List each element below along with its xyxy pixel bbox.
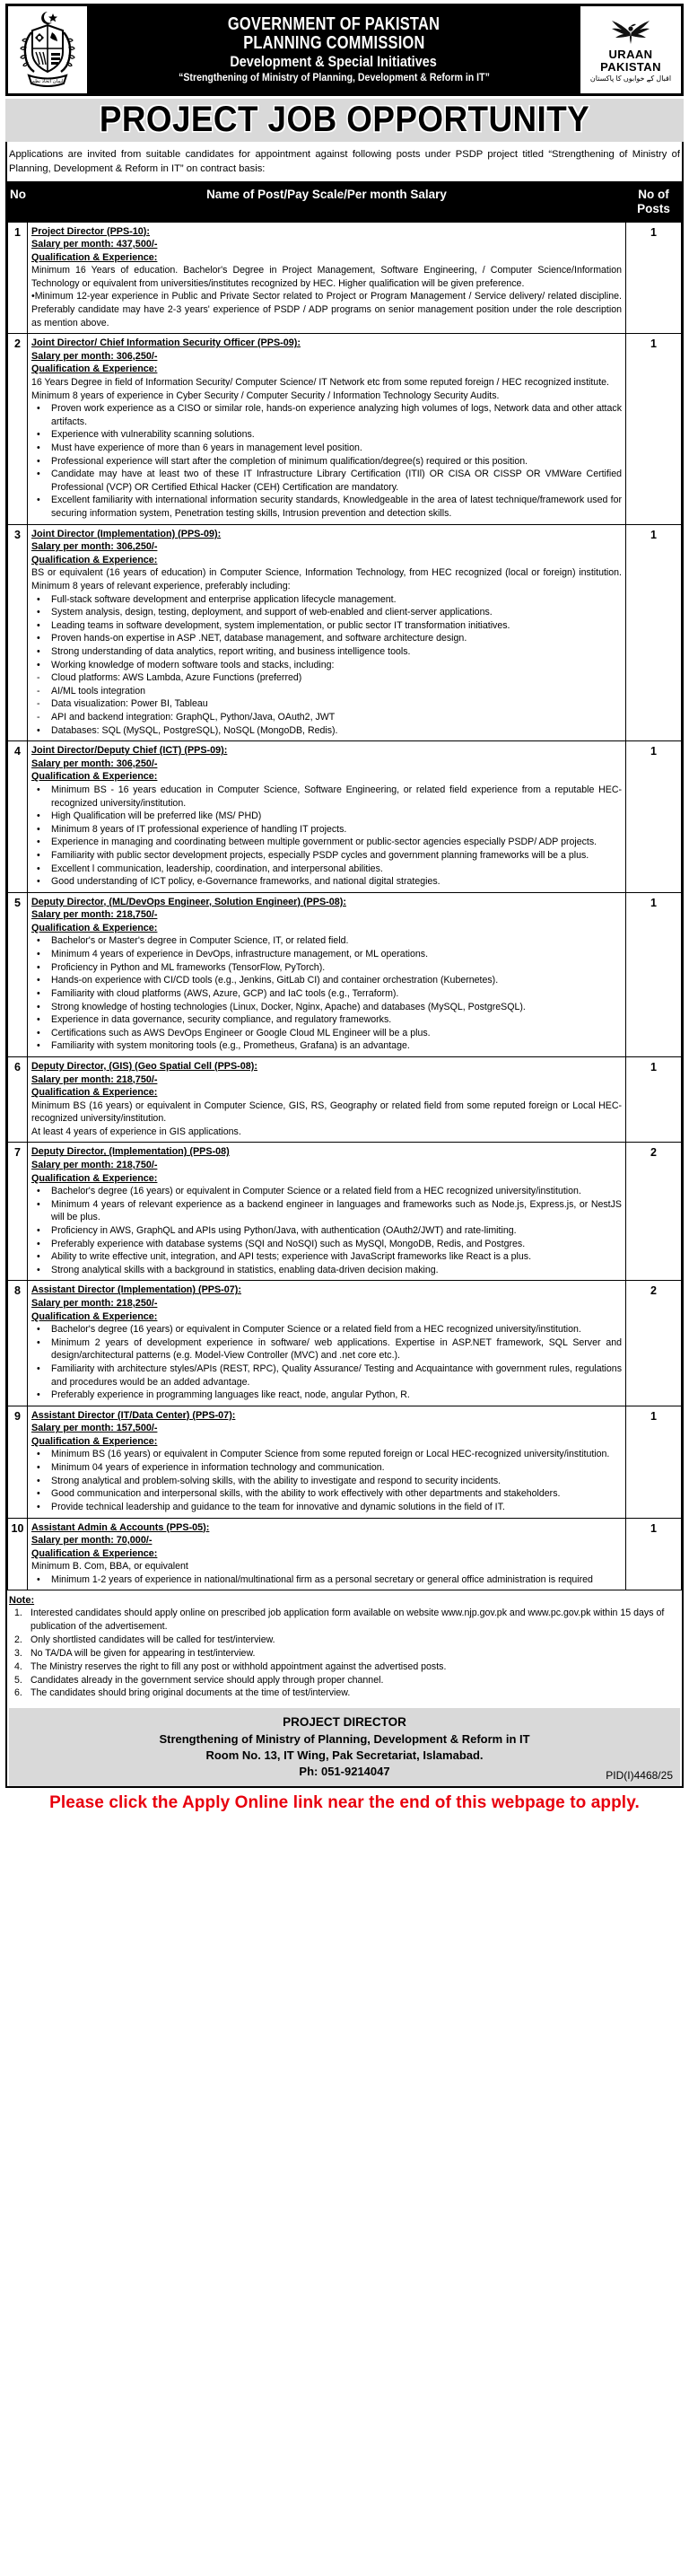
list-item-text: Excellent l communication, leadership, coordination, and interpersonal abilities.	[51, 863, 383, 874]
bullet-marker: •	[37, 724, 40, 736]
list-item-text: Minimum 04 years of experience in information technology and communication.	[51, 1462, 385, 1474]
project-tagline: “Strengthening of Ministry of Planning, Development & Reform in IT”	[178, 72, 490, 83]
post-paragraph: •Minimum 12-year experience in Public and Private Sector related to Project or Program Management / Service delivery/ related discipline. Preferably candidate may have 2-3 years' experience of PSDP / ADP programs on senior management position under the role description as mention above.	[31, 291, 622, 329]
page-title: PROJECT JOB OPPORTUNITY	[99, 100, 590, 139]
list-item-text: Familiarity with public sector development projects, especially PSDP cycles and government planning frameworks will be a plus.	[51, 849, 589, 861]
bullet-marker: •	[37, 593, 40, 605]
uraan-title-line2: PAKISTAN	[600, 59, 661, 74]
list-item	[31, 1238, 622, 1251]
post-paragraph: At least 4 years of experience in GIS applications.	[31, 1126, 241, 1137]
list-item	[31, 632, 622, 645]
list-item	[31, 875, 622, 889]
qualification-label: Qualification & Experience:	[31, 1172, 158, 1184]
post-count: 1	[626, 222, 682, 334]
post-title: Assistant Director (IT/Data Center) (PPS-07):	[31, 1409, 236, 1421]
list-item-text: Proficiency in AWS, GraphQL and APIs using Python/Java, with authentication (OAuth2/JWT) and rate-limiting.	[51, 1225, 517, 1236]
notes-list	[9, 1607, 680, 1700]
intro-paragraph: Applications are invited from suitable candidates for appointment against following posts under PSDP project titled “Strengthening of Ministry of Planning, Development & Reform in IT” on contract basis:	[9, 149, 680, 175]
post-title: Deputy Director, (ML/DevOps Engineer, Solution Engineer) (PPS-08):	[31, 896, 346, 907]
post-count: 1	[626, 334, 682, 524]
bullet-marker: •	[37, 403, 40, 415]
list-item	[31, 468, 622, 494]
note-number: 6.	[14, 1687, 22, 1699]
list-item	[31, 784, 622, 810]
uraan-logo-container	[580, 6, 681, 93]
list-item	[31, 961, 622, 975]
list-item	[31, 1448, 622, 1461]
post-count: 2	[626, 1281, 682, 1406]
bullet-marker: •	[37, 1336, 40, 1348]
bullet-marker: •	[37, 987, 40, 999]
note-item	[9, 1674, 680, 1687]
header-count: No of Posts	[626, 182, 682, 222]
dash-marker: -	[37, 672, 40, 684]
qualification-label: Qualification & Experience:	[31, 364, 158, 375]
svg-text:ایمان اتحاد نظم: ایمان اتحاد نظم	[31, 78, 64, 84]
list-item	[31, 1264, 622, 1277]
list-item-text: Minimum BS - 16 years education in Computer Science, Software Engineering, or related field experience from a reputable HEC-recognized university/institution.	[51, 784, 622, 809]
bullet-marker: •	[37, 442, 40, 453]
list-item	[31, 1573, 622, 1587]
bullet-marker: •	[37, 1186, 40, 1197]
requirements-bullet-list	[31, 1448, 622, 1513]
post-count: 1	[626, 1518, 682, 1590]
list-item-text: AI/ML tools integration	[51, 685, 146, 697]
table-row	[8, 1518, 682, 1590]
list-item-text: High Qualification will be preferred like (MS/ PHD)	[51, 810, 262, 822]
table-row	[8, 892, 682, 1056]
bullet-marker: •	[37, 876, 40, 888]
list-item	[31, 606, 622, 619]
post-details	[28, 334, 626, 524]
list-item	[31, 1362, 622, 1389]
post-paragraph: BS or equivalent (16 years of education) in Computer Science, Information Technology, from HEC recognized (local or foreign) institution. Minimum 8 years of relevant experience, preferably including:	[31, 567, 622, 591]
note-number: 2.	[14, 1634, 22, 1646]
qualification-label: Qualification & Experience:	[31, 251, 158, 263]
list-item	[31, 987, 622, 1001]
list-item-text: Professional experience will start after the completion of minimum qualification/degree(s) required or this position.	[51, 455, 528, 467]
post-details	[28, 1281, 626, 1406]
list-item-text: Proven work experience as a CISO or similar role, hands-on experience analyzing high volumes of logs, Network data and other attack artifacts.	[51, 403, 622, 427]
bullet-marker: •	[37, 1501, 40, 1512]
list-item-text: Minimum 2 years of development experience in software/ web applications. Expertise in ASP.NET framework, SQL Server and design/architectural patterns (e.g. Model-View Controller (MVC) and .net core etc.).	[51, 1336, 622, 1362]
list-item-text: Preferably experience in programming languages like react, node, angular Python, R.	[51, 1389, 410, 1401]
list-item	[31, 810, 622, 823]
dash-marker: -	[37, 712, 40, 723]
list-item	[31, 455, 622, 469]
row-number: 8	[8, 1281, 28, 1406]
note-text: No TA/DA will be given for appearing in test/interview.	[31, 1647, 256, 1659]
list-item	[31, 1461, 622, 1475]
post-details	[28, 1518, 626, 1590]
header-post: Name of Post/Pay Scale/Per month Salary	[28, 182, 626, 222]
footer-address: Room No. 13, IT Wing, Pak Secretariat, Islamabad.	[205, 1748, 484, 1763]
qualification-label: Qualification & Experience:	[31, 1435, 158, 1447]
bullet-marker: •	[37, 1040, 40, 1052]
list-item	[31, 697, 622, 711]
note-item	[9, 1660, 680, 1674]
gov-line: GOVERNMENT OF PAKISTAN	[227, 14, 440, 35]
list-item-text: System analysis, design, testing, deployment, and support of web-enabled and client-server applications.	[51, 607, 493, 618]
table-row	[8, 1281, 682, 1406]
note-item	[9, 1634, 680, 1647]
list-item	[31, 948, 622, 961]
table-row	[8, 741, 682, 893]
bullet-marker: •	[37, 455, 40, 467]
list-item-text: Databases: SQL (MySQL, PostgreSQL), NoSQL (MongoDB, Redis).	[51, 724, 338, 736]
list-item-text: Proven hands-on expertise in ASP .NET, database management, and software architecture design.	[51, 633, 467, 644]
bullet-marker: •	[37, 1462, 40, 1474]
list-item-text: Data visualization: Power BI, Tableau	[51, 698, 208, 710]
note-number: 5.	[14, 1674, 22, 1686]
post-paragraph: Minimum 16 Years of education. Bachelor's Degree in Project Management, Software Engineering, / Computer Science/Information Technology or equivalent from universities/institutes recognized by HEC. Higher qualification will be given preference.	[31, 265, 622, 289]
notes-section	[7, 1590, 682, 1700]
bullet-marker: •	[37, 949, 40, 960]
bullet-marker: •	[37, 1251, 40, 1263]
post-details	[28, 222, 626, 334]
footer-designation: PROJECT DIRECTOR	[283, 1715, 406, 1730]
qualification-label: Qualification & Experience:	[31, 922, 158, 933]
row-number: 5	[8, 892, 28, 1056]
bullet-marker: •	[37, 784, 40, 795]
list-item	[31, 671, 622, 685]
post-details	[28, 1056, 626, 1143]
bullet-marker: •	[37, 1225, 40, 1236]
post-title: Joint Director/ Chief Information Security Officer (PPS-09):	[31, 337, 301, 349]
requirements-bullet-list	[31, 1573, 622, 1587]
bullet-marker: •	[37, 975, 40, 986]
uraan-title-line1: URAAN	[608, 48, 653, 62]
department-line: Development & Special Initiatives	[230, 52, 438, 70]
list-item	[31, 1039, 622, 1053]
requirements-bullet-list	[31, 934, 622, 1052]
list-item-text: Minimum 4 years of relevant experience as a backend engineer in languages and frameworks such as Node.js, Express.js, or NestJS will be plus.	[51, 1198, 622, 1223]
list-item	[31, 711, 622, 724]
post-title: Assistant Admin & Accounts (PPS-05):	[31, 1521, 210, 1533]
post-paragraph: 16 Years Degree in field of Information Security/ Computer Science/ IT Network etc from some reputed foreign / HEC recognized institute.	[31, 376, 609, 388]
post-details	[28, 892, 626, 1056]
title-banner	[5, 99, 684, 142]
bullet-marker: •	[37, 659, 40, 670]
footer-project: Strengthening of Ministry of Planning, Development & Reform in IT	[159, 1732, 530, 1747]
dash-marker: -	[37, 698, 40, 710]
jobs-table	[7, 181, 682, 1590]
masthead	[5, 4, 684, 96]
list-item-text: Working knowledge of modern software tools and stacks, including:	[51, 659, 335, 670]
list-item-text: Familiarity with architecture styles/APIs (REST, RPC), Quality Assurance/ Testing and Acquaintance with government rules, regulations and procedures would be an added advantage.	[51, 1362, 622, 1388]
list-item-text: Good understanding of ICT policy, e-Governance frameworks, and national digital strategies.	[51, 876, 440, 888]
qualification-label: Qualification & Experience:	[31, 554, 158, 565]
list-item	[31, 1224, 622, 1238]
state-emblem-container	[8, 6, 87, 93]
table-row	[8, 222, 682, 334]
post-title: Joint Director (Implementation) (PPS-09):	[31, 528, 222, 539]
qualification-label: Qualification & Experience:	[31, 1310, 158, 1322]
content-frame	[5, 142, 684, 1786]
note-number: 4.	[14, 1660, 22, 1672]
post-details	[28, 1406, 626, 1518]
list-item	[31, 494, 622, 520]
post-salary: Salary per month: 218,750/-	[31, 1160, 158, 1171]
post-title: Project Director (PPS-10):	[31, 225, 150, 237]
table-row	[8, 1056, 682, 1143]
list-item	[31, 619, 622, 633]
post-details	[28, 524, 626, 741]
post-count: 1	[626, 524, 682, 741]
table-row	[8, 524, 682, 741]
bullet-marker: •	[37, 961, 40, 973]
bullet-marker: •	[37, 1475, 40, 1486]
list-item-text: Good communication and interpersonal skills, with the ability to work effectively with other departments and stakeholders.	[51, 1488, 561, 1500]
list-item-text: Strong analytical and problem-solving skills, with the ability to investigate and respond to security incidents.	[51, 1475, 501, 1486]
list-item	[31, 442, 622, 455]
bullet-marker: •	[37, 1014, 40, 1026]
row-number: 9	[8, 1406, 28, 1518]
list-item	[31, 593, 622, 607]
list-item-text: Provide technical leadership and guidance to the team for innovative and dynamic solutions in the field of IT.	[51, 1501, 505, 1512]
post-title: Deputy Director, (GIS) (Geo Spatial Cell (PPS-08):	[31, 1060, 257, 1072]
list-item	[31, 1027, 622, 1040]
note-text: Interested candidates should apply online on prescribed job application form available on website www.njp.gov.pk and www.pc.gov.pk within 15 days of publication of the advertisement.	[31, 1608, 665, 1633]
list-item	[31, 836, 622, 849]
list-item	[31, 659, 622, 672]
post-count: 1	[626, 741, 682, 893]
bullet-marker: •	[37, 1389, 40, 1401]
list-item-text: Full-stack software development and enterprise application lifecycle management.	[51, 593, 397, 605]
list-item-text: Preferably experience with database systems (SQI and NoSQI) such as MySQl, MongoDB, Redis, and Postgres.	[51, 1238, 526, 1249]
list-item-text: Minimum BS (16 years) or equivalent in Computer Science from some reputed foreign or Local HEC-recognized university/institution.	[51, 1449, 610, 1460]
list-item	[31, 1198, 622, 1224]
pakistan-emblem-icon	[16, 9, 79, 92]
list-item	[31, 1323, 622, 1336]
apply-online-note: Please click the Apply Online link near the end of this webpage to apply.	[49, 1792, 640, 1812]
list-item-text: Certifications such as AWS DevOps Engineer or Google Cloud ML Engineer will be a plus.	[51, 1027, 431, 1038]
list-item-text: Excellent familiarity with international information security standards, Knowledgeable in the area of latest technique/framework used for securing information system, Penetration testing skills, Intrusion prevention and detection skills.	[51, 495, 622, 520]
note-text: Candidates already in the government service should apply through proper channel.	[31, 1674, 384, 1686]
list-item-text: Bachelor's degree (16 years) or equivalent in Computer Science or a related field from a HEC recognized university/institution.	[51, 1186, 581, 1197]
bullet-marker: •	[37, 935, 40, 947]
row-number: 3	[8, 524, 28, 741]
list-item-text: Experience in managing and coordinating between multiple government or public-sector agencies especially PSDP/ ADP projects.	[51, 837, 597, 848]
list-item-text: API and backend integration: GraphQL, Python/Java, OAuth2, JWT	[51, 712, 336, 723]
qualification-label: Qualification & Experience:	[31, 1087, 158, 1099]
bullet-marker: •	[37, 1573, 40, 1585]
bullet-marker: •	[37, 863, 40, 874]
post-salary: Salary per month: 437,500/-	[31, 239, 158, 250]
dash-marker: -	[37, 685, 40, 697]
bullet-marker: •	[37, 1027, 40, 1038]
eagle-icon	[607, 17, 654, 48]
list-item-text: Candidate may have at least two of these IT Infrastructure Library Certification (ITIl) OR CISA OR CISSP OR VMWare Certified Professional (VCP) OR Certified Ethical Hacker (CEH) Certification are mandatory.	[51, 469, 622, 493]
list-item	[31, 934, 622, 948]
bullet-marker: •	[37, 495, 40, 506]
list-item-text: Hands-on experience with CI/CD tools (e.g., Jenkins, GitLab CI) and container orchestration (Kubernetes).	[51, 975, 499, 986]
bullet-marker: •	[37, 633, 40, 644]
header-no: No	[8, 182, 28, 222]
list-item	[31, 974, 622, 987]
bullet-marker: •	[37, 1362, 40, 1374]
requirements-bullet-list	[31, 1323, 622, 1402]
post-salary: Salary per month: 218,250/-	[31, 1298, 158, 1309]
bullet-marker: •	[37, 607, 40, 618]
list-item-text: Minimum 1-2 years of experience in national/multinational firm as a personal secretary or general office administration is required	[51, 1573, 593, 1585]
requirements-bullet-list	[31, 1185, 622, 1276]
bullet-marker: •	[37, 810, 40, 822]
bullet-marker: •	[37, 1324, 40, 1336]
list-item	[31, 685, 622, 698]
list-item	[31, 428, 622, 442]
list-item	[31, 1487, 622, 1501]
bullet-marker: •	[37, 619, 40, 631]
bullet-marker: •	[37, 849, 40, 861]
row-number: 2	[8, 334, 28, 524]
note-text: The candidates should bring original documents at the time of test/interview.	[31, 1687, 351, 1699]
list-item-text: Familiarity with cloud platforms (AWS, Azure, GCP) and IaC tools (e.g., Terraform).	[51, 987, 399, 999]
row-number: 1	[8, 222, 28, 334]
list-item	[31, 849, 622, 863]
post-title: Deputy Director, (Implementation) (PPS-08)	[31, 1146, 230, 1158]
list-item	[31, 724, 622, 738]
bullet-marker: •	[37, 1198, 40, 1210]
commission-line: PLANNING COMMISSION	[242, 33, 425, 54]
qualification-label: Qualification & Experience:	[31, 771, 158, 783]
list-item-text: Proficiency in Python and ML frameworks (TensorFlow, PyTorch).	[51, 961, 326, 973]
list-item-text: Minimum 4 years of experience in DevOps, infrastructure management, or ML operations.	[51, 949, 429, 960]
post-salary: Salary per month: 70,000/-	[31, 1535, 153, 1546]
table-header-row	[8, 182, 682, 222]
post-details	[28, 1143, 626, 1281]
list-item	[31, 645, 622, 659]
bullet-marker: •	[37, 1238, 40, 1249]
list-item	[31, 1475, 622, 1488]
uraan-urdu-tagline: اقبال کے خوابوں کا پاکستان	[589, 74, 672, 83]
qualification-label: Qualification & Experience:	[31, 1547, 158, 1559]
list-item-text: Ability to write effective unit, integration, and API tests; experience with JavaScript frameworks like React is a plus.	[51, 1251, 532, 1263]
note-item	[9, 1687, 680, 1700]
note-number: 1.	[14, 1608, 22, 1619]
list-item	[31, 823, 622, 837]
list-item-text: Cloud platforms: AWS Lambda, Azure Functions (preferred)	[51, 672, 302, 684]
list-item-text: Experience in data governance, security compliance, and regulatory frameworks.	[51, 1014, 392, 1026]
table-row	[8, 334, 682, 524]
post-salary: Salary per month: 306,250/-	[31, 350, 158, 362]
post-paragraph: Minimum B. Com, BBA, or equivalent	[31, 1561, 188, 1573]
bullet-marker: •	[37, 837, 40, 848]
requirements-bullet-list-continued	[31, 724, 622, 738]
post-paragraph: Minimum 8 years of experience in Cyber Security / Computer Security / Information Technology Security Audits.	[31, 390, 500, 401]
post-title: Assistant Director (Implementation) (PPS-07):	[31, 1284, 241, 1296]
list-item-text: Strong understanding of data analytics, report writing, and business intelligence tools.	[51, 645, 411, 657]
bullet-marker: •	[37, 645, 40, 657]
table-row	[8, 1406, 682, 1518]
pid-code: PID(I)4468/25	[606, 1768, 673, 1782]
bullet-marker: •	[37, 823, 40, 835]
list-item-text: Experience with vulnerability scanning solutions.	[51, 429, 255, 441]
post-details	[28, 741, 626, 893]
bullet-marker: •	[37, 429, 40, 441]
list-item-text: Bachelor's or Master's degree in Computer Science, IT, or related field.	[51, 935, 349, 947]
row-number: 7	[8, 1143, 28, 1281]
list-item-text: Leading teams in software development, system implementation, or public sector IT transformation initiatives.	[51, 619, 510, 631]
notes-heading: Note:	[9, 1595, 35, 1607]
list-item-text: Minimum 8 years of IT professional experience of handling IT projects.	[51, 823, 347, 835]
post-count: 1	[626, 1056, 682, 1143]
post-count: 1	[626, 892, 682, 1056]
post-salary: Salary per month: 306,250/-	[31, 758, 158, 769]
list-item-text: Bachelor's degree (16 years) or equivalent in Computer Science or a related field from a HEC recognized university/institution.	[51, 1324, 581, 1336]
contact-footer	[9, 1708, 680, 1785]
row-number: 6	[8, 1056, 28, 1143]
bullet-marker: •	[37, 1001, 40, 1012]
note-item	[9, 1647, 680, 1660]
requirements-dash-list	[31, 671, 622, 723]
table-row	[8, 1143, 682, 1281]
post-salary: Salary per month: 306,250/-	[31, 541, 158, 553]
bullet-marker: •	[37, 1488, 40, 1500]
masthead-text	[87, 6, 580, 93]
bullet-marker: •	[37, 1449, 40, 1460]
list-item	[31, 1013, 622, 1027]
list-item	[31, 1001, 622, 1014]
requirements-bullet-list	[31, 402, 622, 520]
list-item-text: Must have experience of more than 6 years in management level position.	[51, 442, 362, 453]
list-item	[31, 1389, 622, 1402]
post-title: Joint Director/Deputy Chief (ICT) (PPS-09):	[31, 745, 228, 757]
bullet-marker: •	[37, 1264, 40, 1275]
footer-phone: Ph: 051-9214047	[299, 1765, 390, 1779]
post-paragraph: Minimum BS (16 years) or equivalent in Computer Science, GIS, RS, Geography or related field from some reputed foreign or Local HEC- recognized university/institution.	[31, 1100, 622, 1125]
list-item-text: Strong analytical skills with a background in statistics, enabling data-driven decision making.	[51, 1264, 439, 1275]
note-text: Only shortlisted candidates will be called for test/interview.	[31, 1634, 275, 1646]
list-item-text: Familiarity with system monitoring tools (e.g., Prometheus, Grafana) is an advantage.	[51, 1040, 410, 1052]
post-salary: Salary per month: 157,500/-	[31, 1423, 158, 1434]
post-salary: Salary per month: 218,750/-	[31, 1073, 158, 1085]
row-number: 10	[8, 1518, 28, 1590]
list-item	[31, 1336, 622, 1362]
requirements-bullet-list	[31, 784, 622, 889]
note-item	[9, 1607, 680, 1634]
requirements-bullet-list	[31, 593, 622, 672]
bullet-marker: •	[37, 469, 40, 480]
note-text: The Ministry reserves the right to fill any post or withhold appointment against the advertised posts.	[31, 1660, 447, 1672]
post-count: 1	[626, 1406, 682, 1518]
list-item	[31, 1185, 622, 1198]
list-item	[31, 1501, 622, 1514]
post-salary: Salary per month: 218,750/-	[31, 909, 158, 921]
list-item	[31, 402, 622, 428]
list-item	[31, 1250, 622, 1264]
row-number: 4	[8, 741, 28, 893]
note-number: 3.	[14, 1647, 22, 1659]
list-item-text: Strong knowledge of hosting technologies (Linux, Docker, Nginx, Apache) and databases (MySQL, PostgreSQL).	[51, 1001, 526, 1012]
list-item	[31, 863, 622, 876]
post-count: 2	[626, 1143, 682, 1281]
